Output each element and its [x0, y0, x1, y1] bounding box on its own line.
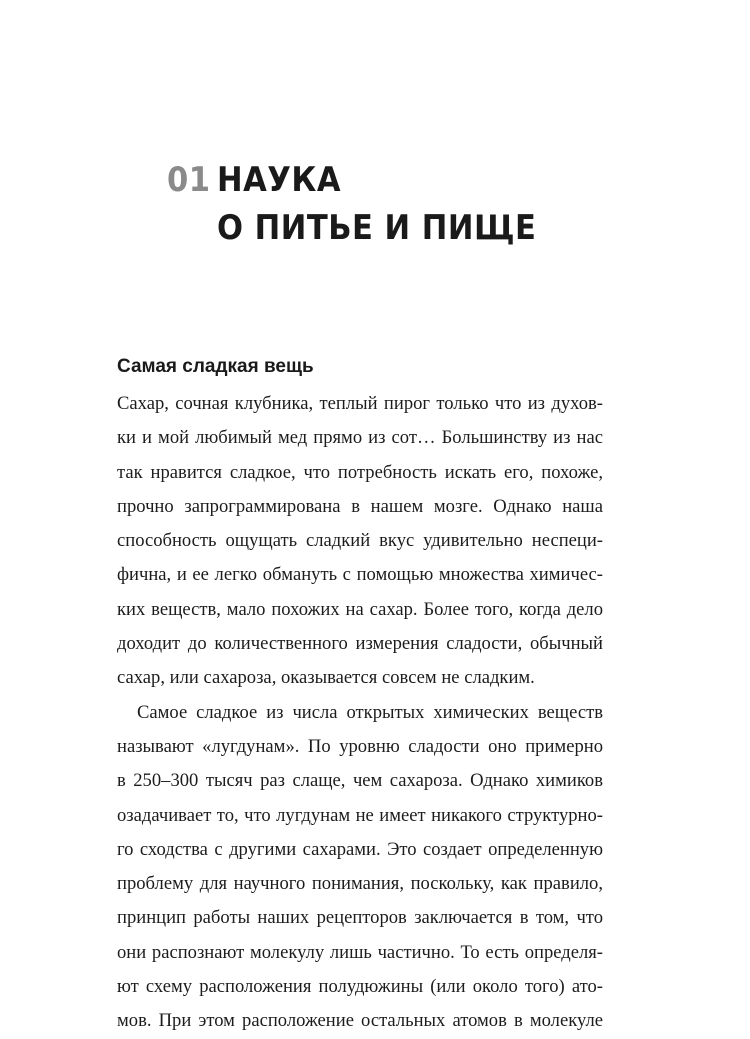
paragraph-line: прочно запрограммирована в нашем мозге. Однако наша: [117, 495, 603, 517]
paragraph-line: принцип работы наших рецепторов заключается в том, что: [117, 907, 603, 929]
paragraph-line: мов. При этом расположение остальных атомов в молекуле: [117, 1010, 603, 1032]
paragraph-line: ют схему расположения полудюжины (или около того) ато-: [117, 976, 603, 998]
paragraph-line: проблему для научного понимания, поскольку, как правило,: [117, 873, 603, 895]
paragraph-line: ки и мой любимый мед прямо из сот… Большинству из нас: [117, 427, 603, 449]
paragraph-line: в 250–300 тысяч раз слаще, чем сахароза. Однако химиков: [117, 770, 603, 792]
paragraph-2: [117, 696, 603, 1039]
paragraph-line: фична, и ее легко обмануть с помощью множества химичес-: [117, 564, 603, 586]
section-title: Самая сладкая вещь: [117, 356, 314, 377]
paragraph-line: Самое сладкое из числа открытых химических веществ: [137, 701, 603, 723]
paragraph-line: доходит до количественного измерения сладости, обычный: [117, 633, 603, 655]
paragraph-line: озадачивает то, что лугдунам не имеет никакого структурно-: [117, 804, 603, 826]
body-text: [117, 387, 603, 1039]
paragraph-line: го сходства с другими сахарами. Это создает определенную: [117, 838, 603, 860]
chapter-title-line-2: О ПИТЬЕ И ПИЩЕ: [217, 208, 537, 248]
chapter-heading: [167, 156, 536, 252]
chapter-number: 01: [167, 160, 211, 200]
chapter-heading-line-1: [167, 156, 536, 204]
paragraph-1: [117, 387, 603, 696]
paragraph-line: способность ощущать сладкий вкус удивительно неспеци-: [117, 530, 603, 552]
chapter-title-line-1: НАУКА: [217, 160, 342, 200]
paragraph-line: так нравится сладкое, что потребность искать его, похоже,: [117, 461, 603, 483]
paragraph-line: называют «лугдунам». По уровню сладости оно примерно: [117, 735, 603, 757]
paragraph-line: Сахар, сочная клубника, теплый пирог только что из духов-: [117, 393, 603, 414]
paragraph-line: они распознают молекулу лишь частично. То есть определя-: [117, 941, 603, 963]
paragraph-line: сахар, или сахароза, оказывается совсем не сладким.: [117, 667, 535, 689]
paragraph-line: ких веществ, мало похожих на сахар. Более того, когда дело: [117, 598, 603, 620]
